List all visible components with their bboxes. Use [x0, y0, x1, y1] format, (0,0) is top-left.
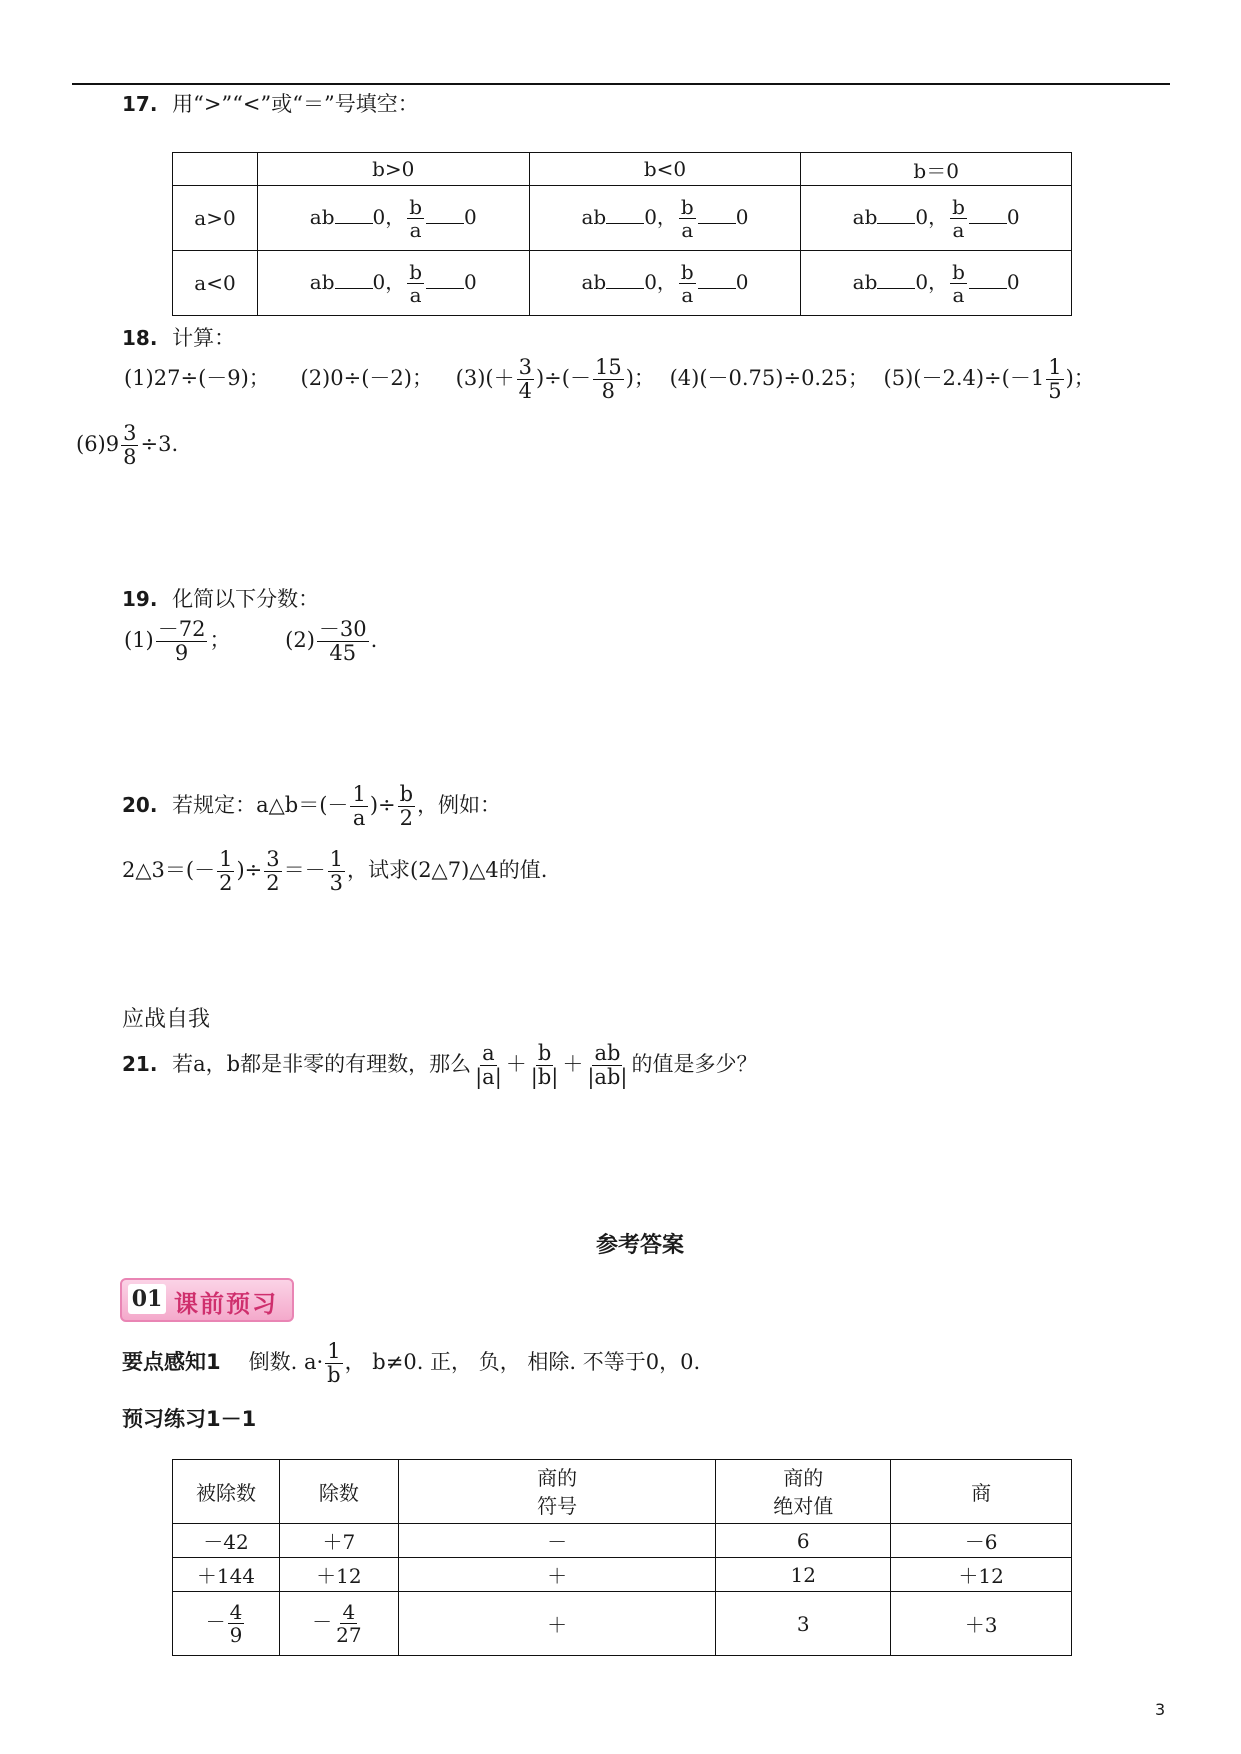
- fill-cell: ab 0， $\frac{b}{a}$ 0: [801, 251, 1072, 316]
- q18-line-1: [124, 356, 1095, 403]
- table-cell: ＋12: [891, 1558, 1072, 1592]
- row-label: a<0: [173, 251, 258, 316]
- answers-title: 参考答案: [596, 1233, 685, 1258]
- exercise-label: 预习练习1－1: [122, 1407, 257, 1431]
- table-cell: 12: [716, 1558, 891, 1592]
- header-rule: [72, 83, 1170, 85]
- header-cell: b>0: [257, 153, 529, 186]
- table-header-row: [173, 1460, 1072, 1524]
- key-point-1: 要点感知1 倒数. a· $\frac{1}{b}$ ， b≠0. 正， 负， 相除. 不等于0，0.: [122, 1339, 701, 1388]
- key-point-label: 要点感知1: [122, 1350, 221, 1375]
- header-cell: b<0: [529, 153, 801, 186]
- question-number: 19.: [122, 587, 158, 611]
- part-6: (6)9 $\frac{3}{8}$ ÷3.: [76, 421, 179, 470]
- q19-parts: [124, 618, 377, 665]
- part-3: (3)(＋ $\frac{3}{4}$ )÷(－ $\frac{15}{8}$ )；: [455, 355, 655, 404]
- question-text: 用“>”“<”或“＝”号填空：: [172, 92, 419, 116]
- section-heading: 应战自我: [122, 1007, 211, 1032]
- badge-text: 课前预习: [174, 1289, 278, 1318]
- fill-cell: ab 0， $\frac{b}{a}$ 0: [257, 186, 529, 251]
- question-number: 17.: [122, 92, 158, 116]
- table-cell: ＋3: [891, 1592, 1072, 1656]
- page-number: 3: [1155, 1700, 1166, 1719]
- fill-cell: ab 0， $\frac{b}{a}$ 0: [257, 251, 529, 316]
- part-2: (2)0÷(－2)；: [300, 366, 433, 391]
- table-row: [173, 1558, 1072, 1592]
- badge-number: 01: [128, 1284, 166, 1314]
- header-cell: 商的 绝对值: [716, 1460, 891, 1524]
- table-cell: 6: [716, 1524, 891, 1558]
- table-row: [173, 1592, 1072, 1656]
- table-cell: ＋7: [279, 1524, 398, 1558]
- part-1: (1)27÷(－9)；: [124, 366, 270, 391]
- row-label: a>0: [173, 186, 258, 251]
- table-cell: － $\frac{4}{27}$: [279, 1592, 398, 1656]
- question-text: 计算：: [172, 326, 236, 350]
- question-number: 20.: [122, 793, 158, 818]
- question-19: [122, 583, 319, 613]
- table-cell: ＋144: [173, 1558, 280, 1592]
- table-header-row: [173, 153, 1072, 186]
- question-number: 21.: [122, 1052, 158, 1077]
- header-cell: b＝0: [801, 153, 1072, 186]
- q20-example: 2△3＝(－ $\frac{1}{2}$ )÷ $\frac{3}{2}$ ＝－ $\frac{1}{3}$ ，试求(2△7)△4的值.: [122, 847, 548, 896]
- answer-table: [172, 1459, 1072, 1656]
- table-row: [173, 186, 1072, 251]
- part-1: (1) $\frac{-72}{9}$ ；: [124, 617, 231, 666]
- table-cell: －: [398, 1524, 716, 1558]
- part-4: (4)(－0.75)÷0.25；: [669, 366, 869, 391]
- table-cell: ＋: [398, 1592, 716, 1656]
- part-5: (5)(－2.4)÷(－1 $\frac{1}{5}$ )；: [883, 355, 1095, 404]
- table-cell: 3: [716, 1592, 891, 1656]
- fill-cell: ab 0， $\frac{b}{a}$ 0: [529, 251, 801, 316]
- table-row: [173, 251, 1072, 316]
- question-21: 21. 若a，b都是非零的有理数，那么 $\frac{a}{|a|}$ ＋ $\frac{b}{|b|}$ ＋ $\frac{ab}{|ab|}$ 的值是多少？: [122, 1041, 758, 1090]
- header-cell: 商: [891, 1460, 1072, 1524]
- table-cell: ＋: [398, 1558, 716, 1592]
- question-number: 18.: [122, 326, 158, 350]
- table-cell: －42: [173, 1524, 280, 1558]
- fill-cell: ab 0， $\frac{b}{a}$ 0: [801, 186, 1072, 251]
- table-row: [173, 1524, 1072, 1558]
- fill-cell: ab 0， $\frac{b}{a}$ 0: [529, 186, 801, 251]
- table-cell: ＋12: [279, 1558, 398, 1592]
- question-18: [122, 322, 235, 352]
- question-17: [122, 88, 419, 118]
- header-cell: 商的 符号: [398, 1460, 716, 1524]
- table-cell: －6: [891, 1524, 1072, 1558]
- comparison-table: [172, 152, 1072, 316]
- question-text: 化简以下分数：: [172, 587, 320, 611]
- question-20: 20. 若规定：a△b＝(－ $\frac{1}{a}$ )÷ $\frac{b}{2}$ ，例如：: [122, 782, 502, 831]
- q18-line-2: [76, 422, 178, 469]
- part-2: (2) $\frac{-30}{45}$ .: [285, 617, 378, 666]
- header-cell: 被除数: [173, 1460, 280, 1524]
- section-badge: [120, 1278, 294, 1322]
- header-cell: 除数: [279, 1460, 398, 1524]
- header-cell: [173, 153, 258, 186]
- table-cell: － $\frac{4}{9}$: [173, 1592, 280, 1656]
